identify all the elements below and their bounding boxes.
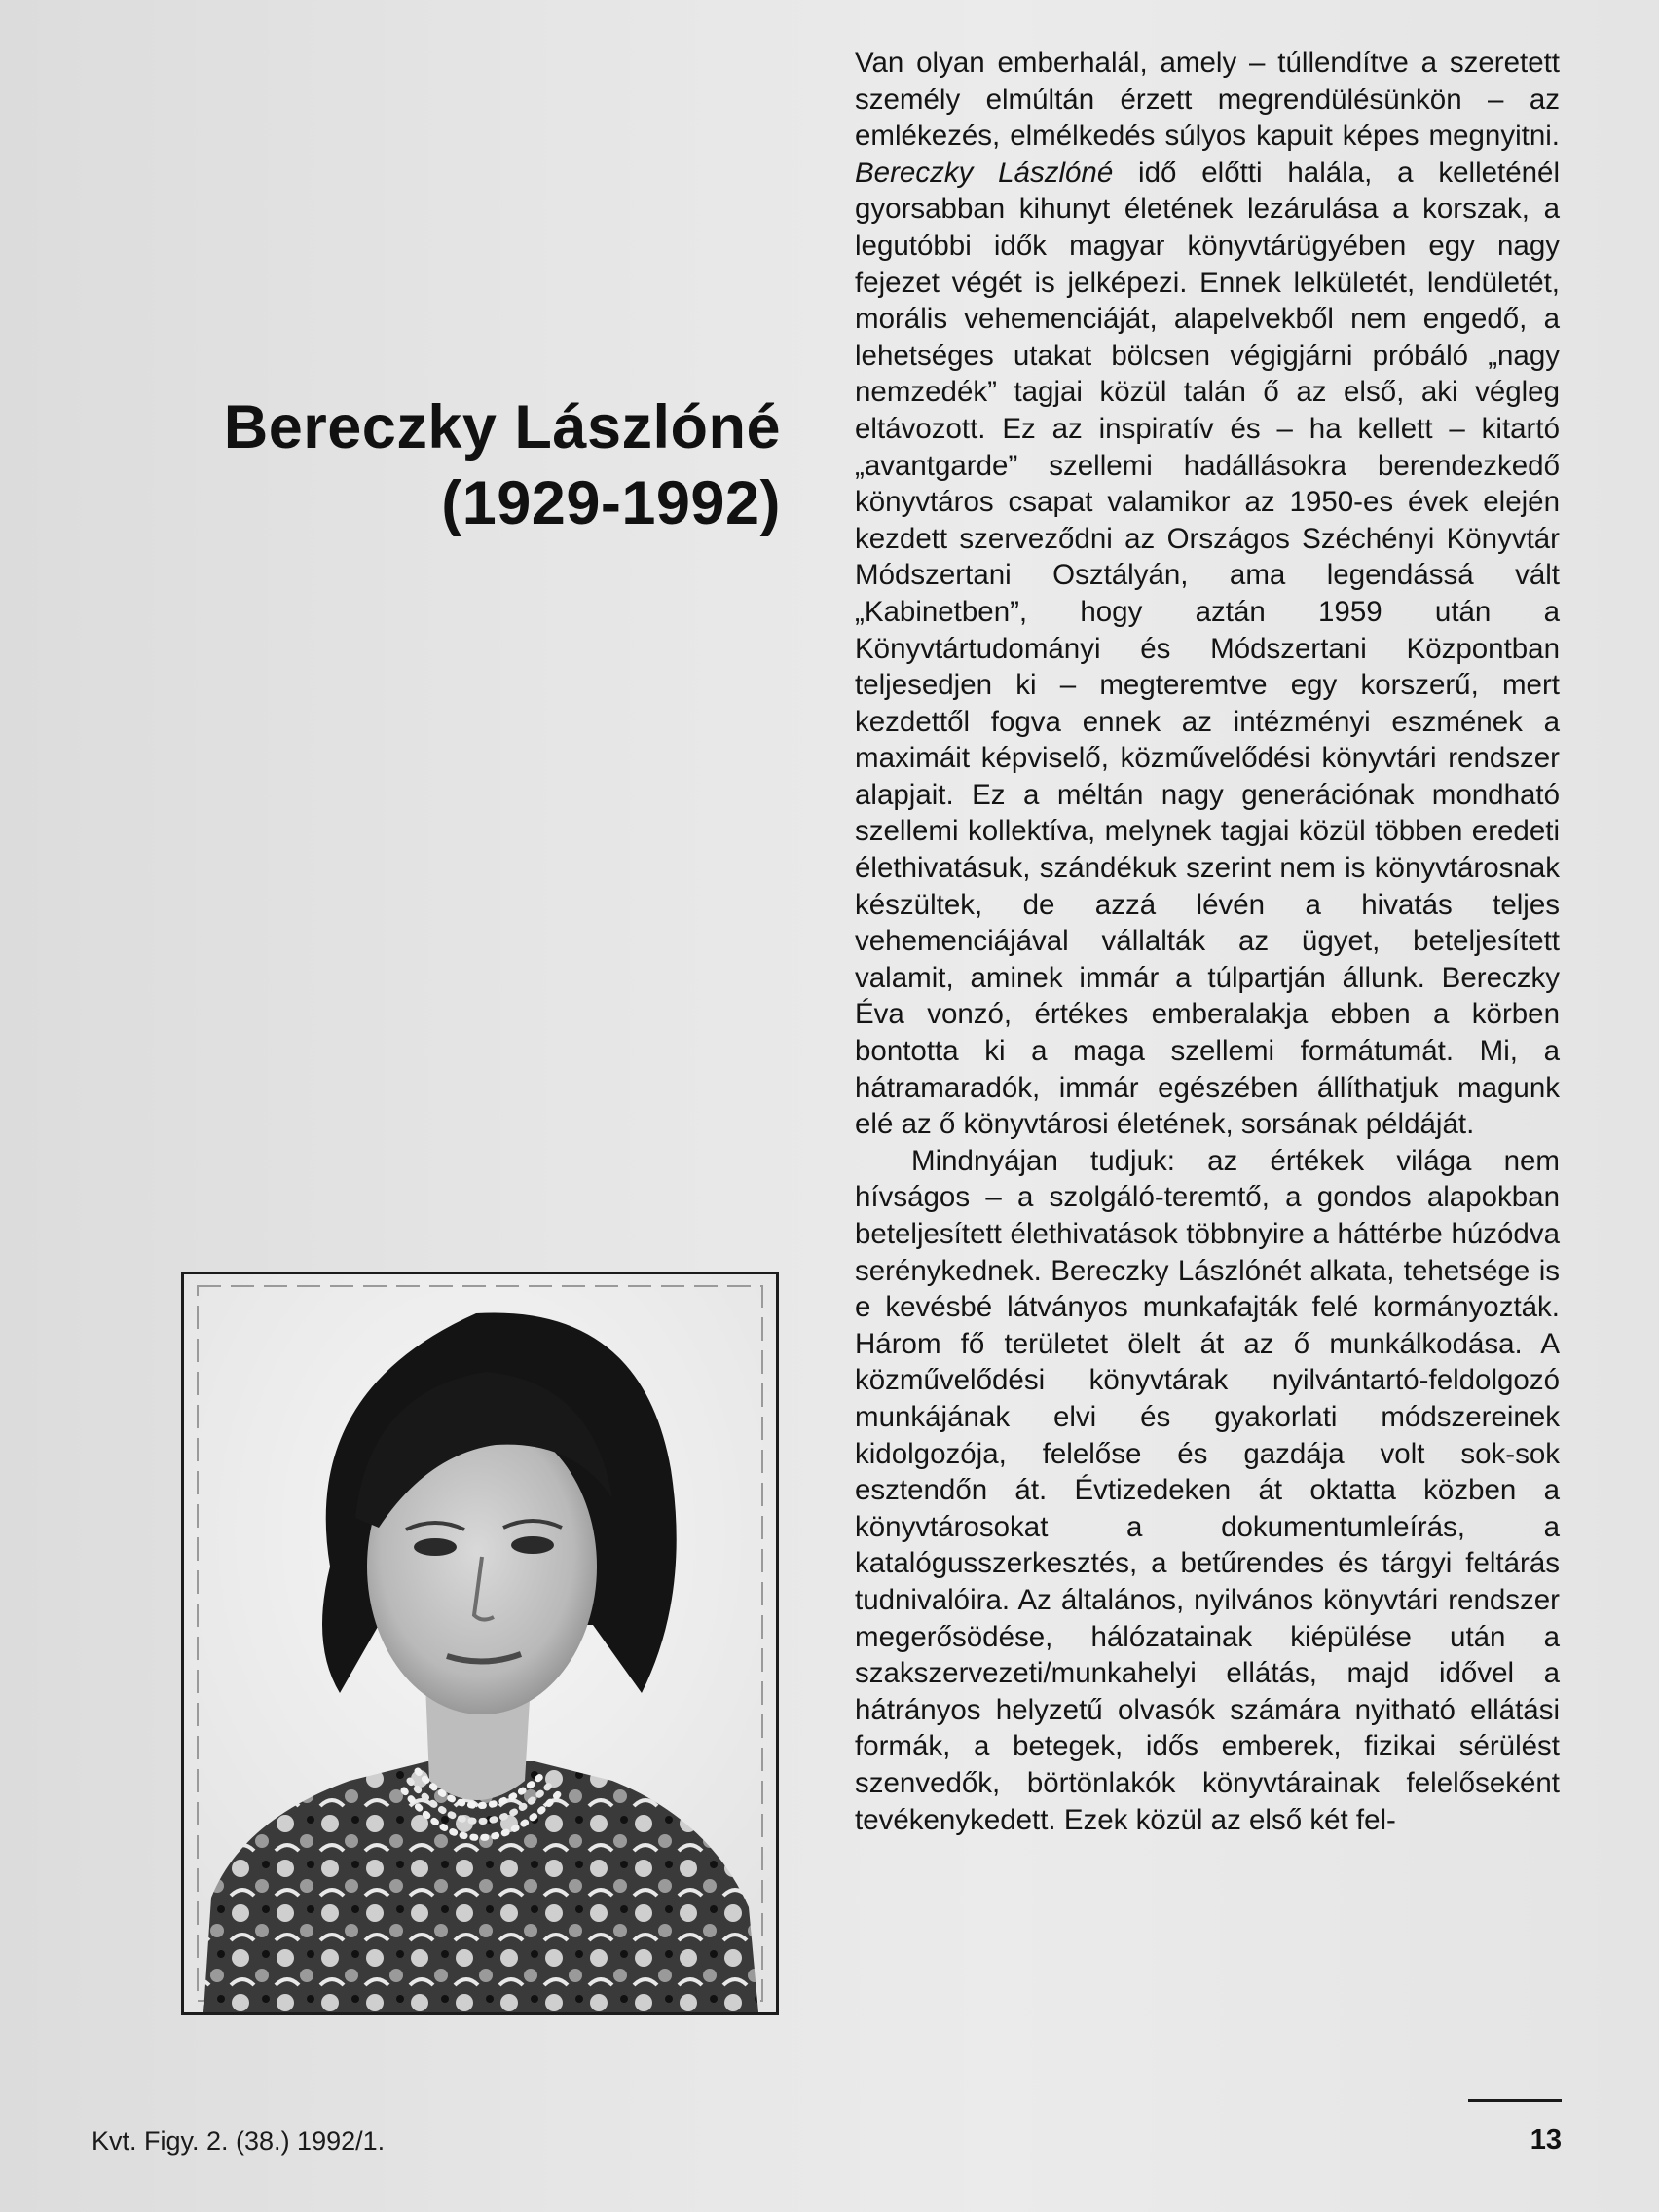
article-body [855,45,1560,1838]
obituary-title [156,389,781,541]
person-name-italic: Bereczky Lászlóné [855,156,1114,189]
article-paragraph: Van olyan emberhalál, amely – túllendítve a szeretett személy elmúltán érzett megrendülésünkön – az emlékezés, elmélkedés súlyos kapuit képes megnyitni. Bereczky Lászlóné idő előtti halála, a kelleténél gyorsabban kihunyt életének lezárulása a korszak, a legutóbbi idők magyar könyvtárügyében egy nagy fejezet végét is jelképezi. Ennek lelkületét, lendületét, morális vehemenciáját, alapelvekből nem engedő, a lehetséges utakat bölcsen végigjárni próbáló „nagy nemzedék” tagjai közül talán ő az első, aki végleg eltávozott. Ez az inspiratív és – ha kellett – kitartó „avantgarde” szellemi hadállásokra berendezkedő könyvtáros csapat valamikor az 1950-es évek elején kezdett szerveződni az Országos Széchényi Könyvtár Módszertani Osztályán, ama legendássá vált „Kabinetben”, hogy aztán 1959 után a Könyvtártudományi és Módszertani Központban teljesedjen ki – megteremtve egy korszerű, mert kezdettől fogva ennek az intézményi eszmének a maximáit képviselő, közművelődési könyvtári rendszer alapjait. Ez a méltán nagy generációnak mondható szellemi kollektíva, melynek tagjai közül többen eredeti élethivatásuk, szándékuk szerint nem is könyvtárosnak készültek, de azzá lévén a hivatás teljes vehemenciájával vállalták az ügyet, beteljesített valamit, aminek immár a túlpartján állunk. Bereczky Éva vonzó, értékes emberalakja ebben a körben bontotta ki a maga szellemi formátumát. Mi, a hátramaradók, immár egészében állíthatjuk magunk elé az ő könyvtárosi életének, sorsának példáját. [855,47,1560,1141]
footer-divider [1468,2099,1562,2102]
person-name: Bereczky Lászlóné [223,393,781,461]
portrait-photo [181,1272,779,2015]
article-paragraph: Mindnyájan tudjuk: az értékek világa nem hívságos – a szolgáló-teremtő, a gondos alapokban beteljesített élethivatások többnyire a háttérbe húzódva serénykednek. Bereczky Lászlónét alkata, tehetsége is e kevésbé látványos munkafajták felé kormányozták. Három fő területet ölelt át az ő munkálkodása. A közművelődési könyvtárak nyilvántartó-feldolgozó munkájának elvi és gyakorlati módszereinek kidolgozója, felelőse és gazdája volt sok-sok esztendőn át. Évtizedeken át oktatta közben a könyvtárosokat a dokumentumleírás, a katalógusszerkesztés, a betűrendes és tárgyi feltárás tudnivalóira. Az általános, nyilvános könyvtári rendszer megerősödése, hálózatainak kiépülése után a szakszervezeti/munkahelyi ellátás, majd idővel a hátrányos helyzetű olvasók számára nyitható ellátási formák, a betegek, idős emberek, fizikai sérülést szenvedők, börtönlakók könyvtárainak felelőseként tevékenykedett. Ezek közül az első két fel- [855,1144,1560,1836]
journal-citation: Kvt. Figy. 2. (38.) 1992/1. [92,2126,386,2156]
life-years: (1929-1992) [441,469,781,537]
page-number: 13 [1530,2124,1562,2156]
portrait-illustration [184,1274,776,2012]
